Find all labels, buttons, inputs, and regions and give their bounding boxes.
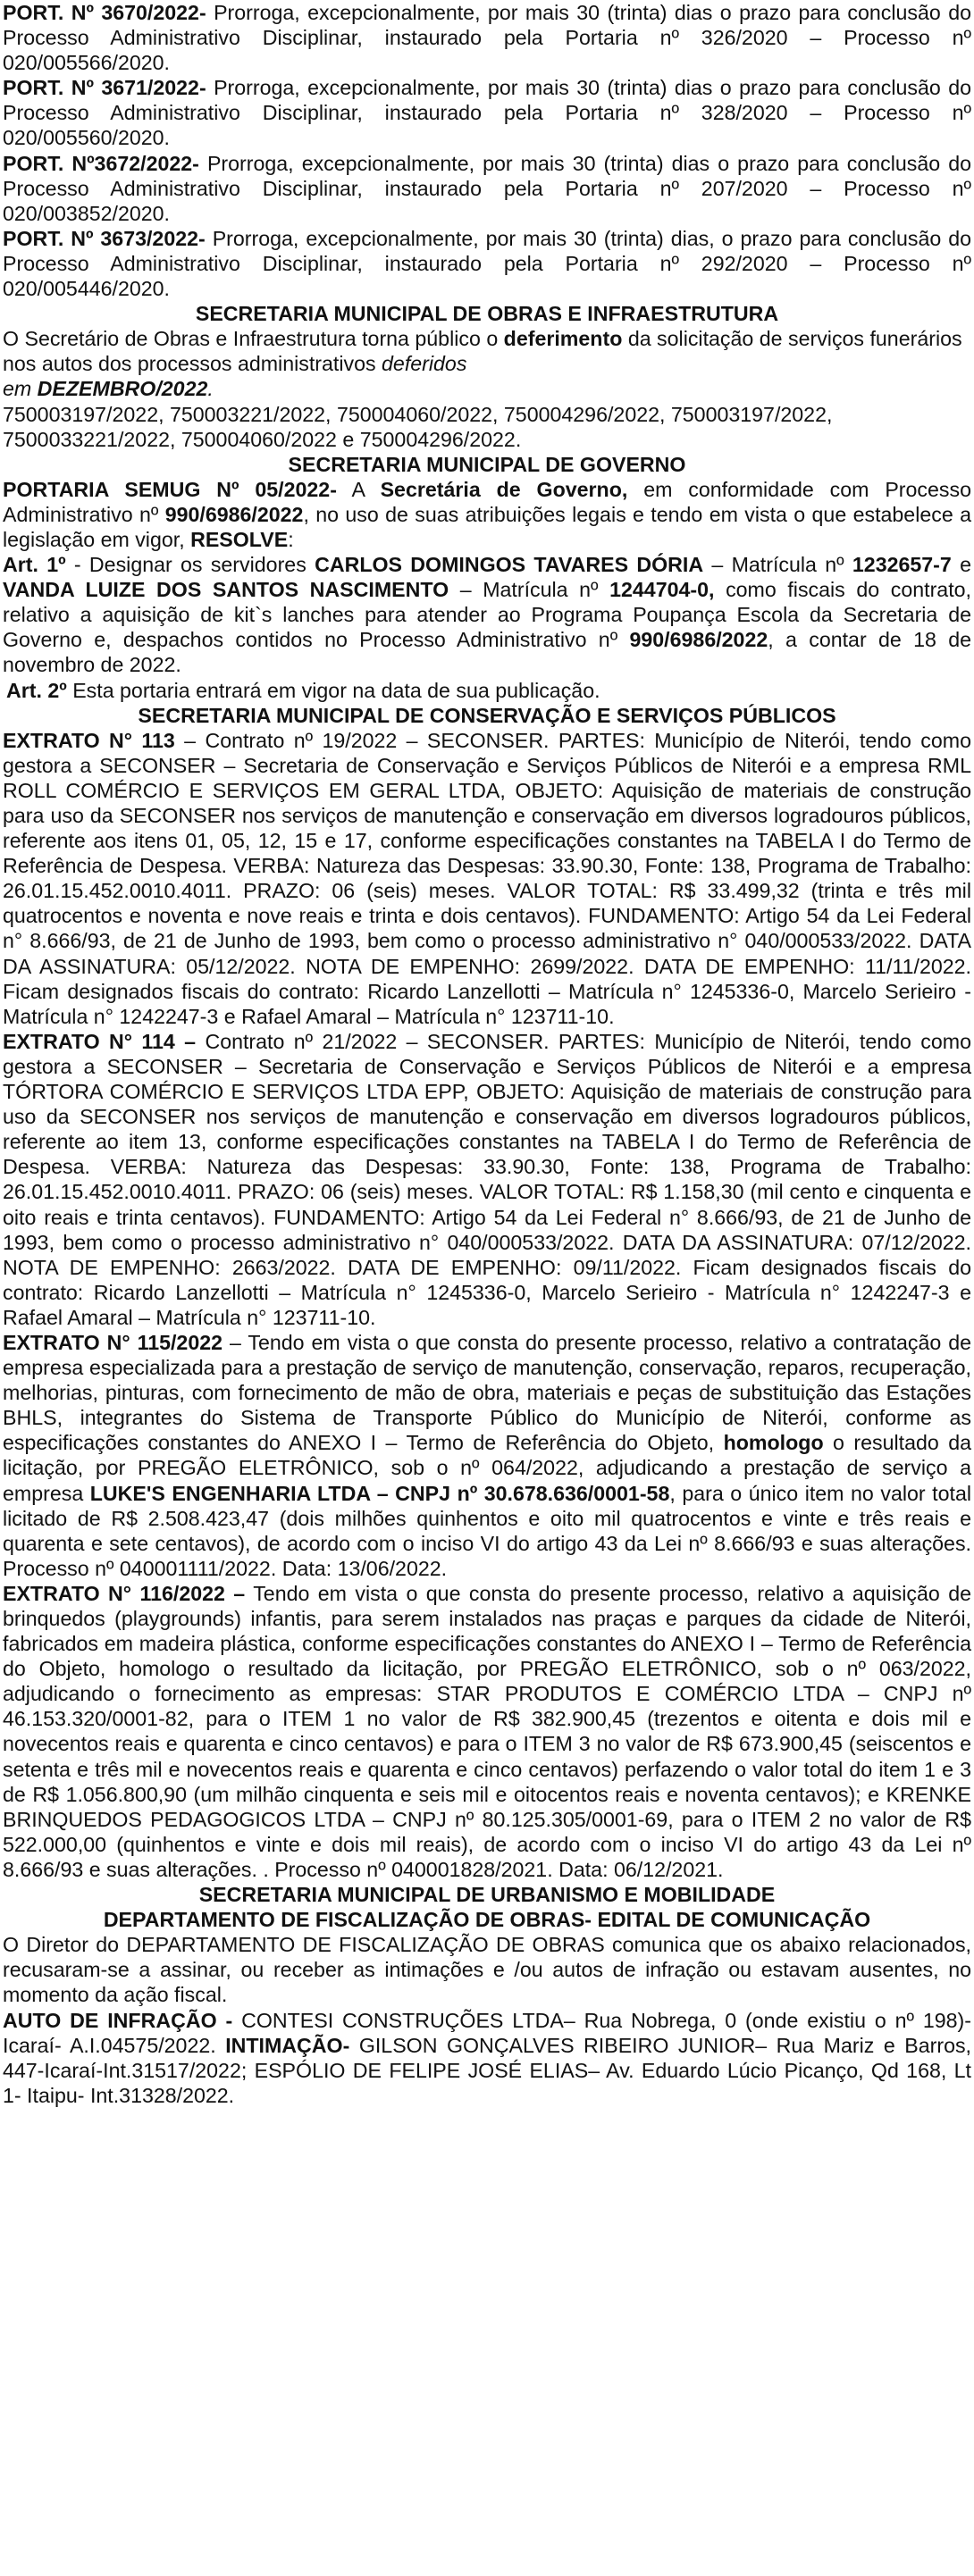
extrato-number: EXTRATO N° 115/2022 (3, 1330, 223, 1354)
homologo-word: homologo (723, 1431, 824, 1455)
obras-date-line (3, 376, 971, 401)
portaria-text: Prorroga, excepcionalmente, por mais 30 (trinta) dias o prazo para conclusão do Processo Administrativo Disciplinar, instaurado pela Portaria nº 207/2020 – Processo nº 020/003852/2020. (3, 151, 971, 225)
governo-text: como fiscais do contrato, relativo a aquisição de kit`s lanches para atender ao Programa Poupança Escola da Secretaria de Governo e, despachos contidos no Processo Administrativo nº (3, 578, 971, 652)
governo-secretaria: Secretária de Governo, (380, 477, 628, 501)
governo-text: , a contar de 18 de novembro de 2022. (3, 628, 971, 677)
extrato-text: Tendo em vista o que consta do presente processo, relativo a aquisição de brinquedos (playgrounds) infantis, para serem instalados nas praças e parques da cidade de Niterói, fabricados em madeira plástica, conforme especificações constantes do ANEXO I – Termo de Referência do Objeto, homologo o resultado da licitação, por PREGÃO ELETRÔNICO, sob o nº 063/2022, adjudicando o fornecimento as empresas: STAR PRODUTOS E COMÉRCIO LTDA – CNPJ nº 46.153.320/0001-82, para o ITEM 1 no valor de R$ 382.900,45 (trezentos e oitenta e dois mil e novecentos reais e quarenta e cinco centavos) e para o ITEM 3 no valor de R$ 673.900,45 (seiscentos e setenta e três mil e novecentos reais e quarenta e cinco centavos) perfazendo o valor total do item 1 e 3 de R$ 1.056.800,90 (um milhão cinquenta e seis mil e oitocentos reais e noventa centavos); e KRENKE BRINQUEDOS PEDAGOGICOS LTDA – CNPJ nº 80.125.305/0001-69, para o ITEM 2 no valor de R$ 522.000,00 (quinhentos e vinte e dois mil reais), de acordo com o inciso VI do artigo 43 da Lei nº 8.666/93 e suas alterações. . Processo nº 040001828/2021. Data: 06/12/2021. (3, 1581, 971, 1881)
servidor-name: CARLOS DOMINGOS TAVARES DÓRIA (315, 553, 704, 577)
article-label: Art. 1º (3, 553, 66, 577)
portaria-text: Prorroga, excepcionalmente, por mais 30 (trinta) dias, o prazo para conclusão do Processo Administrativo Disciplinar, instaurado pela Portaria nº 292/2020 – Processo nº 020/005446/2020. (3, 226, 971, 301)
obras-month: DEZEMBRO/2022 (37, 377, 208, 401)
portaria-text: Prorroga, excepcionalmente, por mais 30 (trinta) dias o prazo para conclusão do Processo Administrativo Disciplinar, instaurado pela Portaria nº 326/2020 – Processo nº 020/005566/2020. (3, 1, 971, 75)
company-name: LUKE'S ENGENHARIA LTDA – CNPJ nº 30.678.636/0001-58 (89, 1481, 670, 1505)
governo-art1 (3, 552, 971, 677)
governo-text: , no uso de suas atribuições legais e tendo em vista o que estabelece a legislação em vigor, (3, 502, 971, 551)
governo-text: Esta portaria entrará em vigor na data de sua publicação. (66, 678, 600, 702)
portaria-number: PORT. Nº 3673/2022- (3, 226, 206, 250)
governo-text: e (951, 553, 971, 577)
governo-portaria (3, 477, 971, 552)
obras-paragraph (3, 326, 971, 376)
governo-art2 (3, 678, 971, 703)
obras-deferimento: deferimento (503, 327, 623, 351)
auto-text: CONTESI CONSTRUÇÕES LTDA– Rua Nobrega, 0 (onde existiu o nº 198)- Icaraí- A.I.04575/2022. (3, 2008, 971, 2057)
portaria-number: PORT. Nº3672/2022- (3, 151, 199, 175)
obras-em: em (3, 377, 38, 401)
obras-text: da solicitação de serviços funerários nos autos dos processos administrativos (3, 327, 962, 376)
obras-heading: SECRETARIA MUNICIPAL DE OBRAS E INFRAESTRUTURA (195, 302, 779, 326)
governo-resolve: RESOLVE (190, 527, 289, 551)
governo-text: – Matrícula nº (449, 578, 610, 602)
urbanismo-paragraph: O Diretor do DEPARTAMENTO DE FISCALIZAÇÃO DE OBRAS comunica que os abaixo relacionados, recusaram-se a assinar, ou receber as intimações e /ou autos de infração ou estavam ausentes, no momento da ação fiscal. (3, 1933, 971, 2007)
conservacao-heading: SECRETARIA MUNICIPAL DE CONSERVAÇÃO E SERVIÇOS PÚBLICOS (138, 703, 836, 727)
obras-period: . (207, 377, 214, 401)
governo-text: - Designar os servidores (65, 553, 315, 577)
extrato-number: EXTRATO N° 113 (3, 728, 175, 752)
portaria-3672 (3, 151, 971, 226)
extrato-115 (3, 1330, 971, 1581)
governo-text: A (336, 477, 381, 501)
extrato-text: – Tendo em vista o que consta do presente processo, relativo a contratação de empresa especializada para a prestação de serviço de manutenção, conservação, reparos, recuperação, melhorias, pinturas, com fornecimento de mão de obra, materiais e peças de substituição das Estações BHLS, integrantes do Sistema de Transporte Público do Município de Niterói, conforme as especificações constantes do ANEXO I – Termo de Referência do Objeto, (3, 1330, 971, 1455)
extrato-text: Contrato nº 21/2022 – SECONSER. PARTES: Município de Niterói, tendo como gestora a SECONSER – Secretaria de Conservação e Serviços Públicos de Niterói e a empresa TÓRTORA COMÉRCIO E SERVIÇOS LTDA EPP, OBJETO: Aquisição de materiais de construção para uso da SECONSER nos serviços de manutenção e conservação em diversos logradouros públicos, referente ao item 13, conforme especificações constantes na TABELA I do Termo de Referência de Despesa. VERBA: Natureza das Despesas: 33.90.30, Fonte: 138, Programa de Trabalho: 26.01.15.452.0010.4011. PRAZO: 06 (seis) meses. VALOR TOTAL: R$ 1.158,30 (mil cento e cinquenta e oito reais e trinta centavos). FUNDAMENTO: Artigo 54 da Lei Federal n° 8.666/93, de 21 de Junho de 1993, bem como o processo administrativo n° 040/000533/2022. DATA DA ASSINATURA: 07/12/2022. NOTA DE EMPENHO: 2663/2022. DATA DE EMPENHO: 09/11/2022. Ficam designados fiscais do contrato: Ricardo Lanzellotti – Matrícula n° 1245336-0, Marcelo Serieiro - Matrícula n° 1242247-3 e Rafael Amaral – Matrícula n° 123711-10. (3, 1029, 971, 1329)
extrato-116 (3, 1581, 971, 1882)
fiscalizacao-heading: DEPARTAMENTO DE FISCALIZAÇÃO DE OBRAS- EDITAL DE COMUNICAÇÃO (103, 1908, 871, 1932)
portaria-text: Prorroga, excepcionalmente, por mais 30 (trinta) dias o prazo para conclusão do Processo Administrativo Disciplinar, instaurado pela Portaria nº 328/2020 – Processo nº 020/005560/2020. (3, 76, 971, 150)
extrato-114 (3, 1029, 971, 1330)
auto-infracao (3, 2008, 971, 2108)
servidor-name: VANDA LUIZE DOS SANTOS NASCIMENTO (3, 578, 449, 602)
governo-portaria-number: PORTARIA SEMUG Nº 05/2022- (3, 477, 337, 501)
extrato-number: EXTRATO N° 114 – (3, 1029, 197, 1053)
governo-process: 990/6986/2022 (629, 628, 768, 652)
governo-text: : (288, 527, 294, 551)
extrato-text: , para o único item no valor total licitado de R$ 2.508.423,47 (dois milhões quinhentos e oito mil quatrocentos e vinte e três reais e quarenta e sete centavos), de acordo com o inciso VI do artigo 43 da Lei nº 8.666/93 e suas alterações. Processo nº 040001111/2022. Data: 13/06/2022. (3, 1481, 971, 1580)
article-label: Art. 2º (6, 678, 67, 702)
extrato-text: o resultado da licitação, por PREGÃO ELETRÔNICO, sob o nº 064/2022, adjudicando a prestação de serviço a empresa (3, 1431, 971, 1505)
obras-deferidos: deferidos (382, 352, 467, 376)
extrato-113 (3, 728, 971, 1029)
intimacao-label: INTIMAÇÃO- (225, 2033, 350, 2057)
portaria-3670 (3, 0, 971, 75)
governo-heading: SECRETARIA MUNICIPAL DE GOVERNO (288, 452, 686, 476)
matricula-number: 1244704-0, (609, 578, 715, 602)
intimacao-text: GILSON GONÇALVES RIBEIRO JUNIOR– Rua Mariz e Barros, 447-Icaraí-Int.31517/2022; ESPÓLIO DE FELIPE JOSÉ ELIAS– Av. Eduardo Lúcio Picanço, Qd 168, Lt 1- Itaipu- Int.31328/2022. (3, 2033, 972, 2107)
obras-process-list: 750003197/2022, 750003221/2022, 750004060/2022, 750004296/2022, 750003197/2022, 7500033221/2022, 750004060/2022 e 750004296/2022. (3, 402, 833, 451)
extrato-number: EXTRATO N° 116/2022 – (3, 1581, 246, 1605)
governo-text: em conformidade com Processo Administrativo nº (3, 477, 971, 526)
governo-text: – Matrícula nº (703, 553, 852, 577)
auto-label: AUTO DE INFRAÇÃO - (3, 2008, 233, 2032)
portaria-number: PORT. Nº 3670/2022- (3, 1, 206, 24)
urbanismo-heading: SECRETARIA MUNICIPAL DE URBANISMO E MOBILIDADE (198, 1883, 776, 1907)
extrato-text: – Contrato nº 19/2022 – SECONSER. PARTES: Município de Niterói, tendo como gestora a SECONSER – Secretaria de Conservação e Serviços Públicos de Niterói e a empresa RML ROLL COMÉRCIO E SERVIÇOS EM GERAL LTDA, OBJETO: Aquisição de materiais de construção para uso da SECONSER nos serviços de manutenção e conservação em diversos logradouros públicos, referente aos itens 01, 05, 12, 15 e 17, conforme especificações constantes na TABELA I do Termo de Referência de Despesa. VERBA: Natureza das Despesas: 33.90.30, Fonte: 138, Programa de Trabalho: 26.01.15.452.0010.4011. PRAZO: 06 (seis) meses. VALOR TOTAL: R$ 33.499,32 (trinta e três mil quatrocentos e noventa e nove reais e trinta e dois centavos). FUNDAMENTO: Artigo 54 da Lei Federal n° 8.666/93, de 21 de Junho de 1993, bem como o processo administrativo n° 040/000533/2022. DATA DA ASSINATURA: 05/12/2022. NOTA DE EMPENHO: 2699/2022. DATA DE EMPENHO: 11/11/2022. Ficam designados fiscais do contrato: Ricardo Lanzellotti – Matrícula n° 1245336-0, Marcelo Serieiro - Matrícula n° 1242247-3 e Rafael Amaral – Matrícula n° 123711-10. (3, 728, 971, 1028)
matricula-number: 1232657-7 (852, 553, 952, 577)
portaria-3671 (3, 75, 971, 150)
governo-process: 990/6986/2022 (164, 502, 304, 526)
obras-text: O Secretário de Obras e Infraestrutura torna público o (3, 327, 504, 351)
portaria-number: PORT. Nº 3671/2022- (3, 76, 206, 100)
portaria-3673 (3, 226, 971, 301)
